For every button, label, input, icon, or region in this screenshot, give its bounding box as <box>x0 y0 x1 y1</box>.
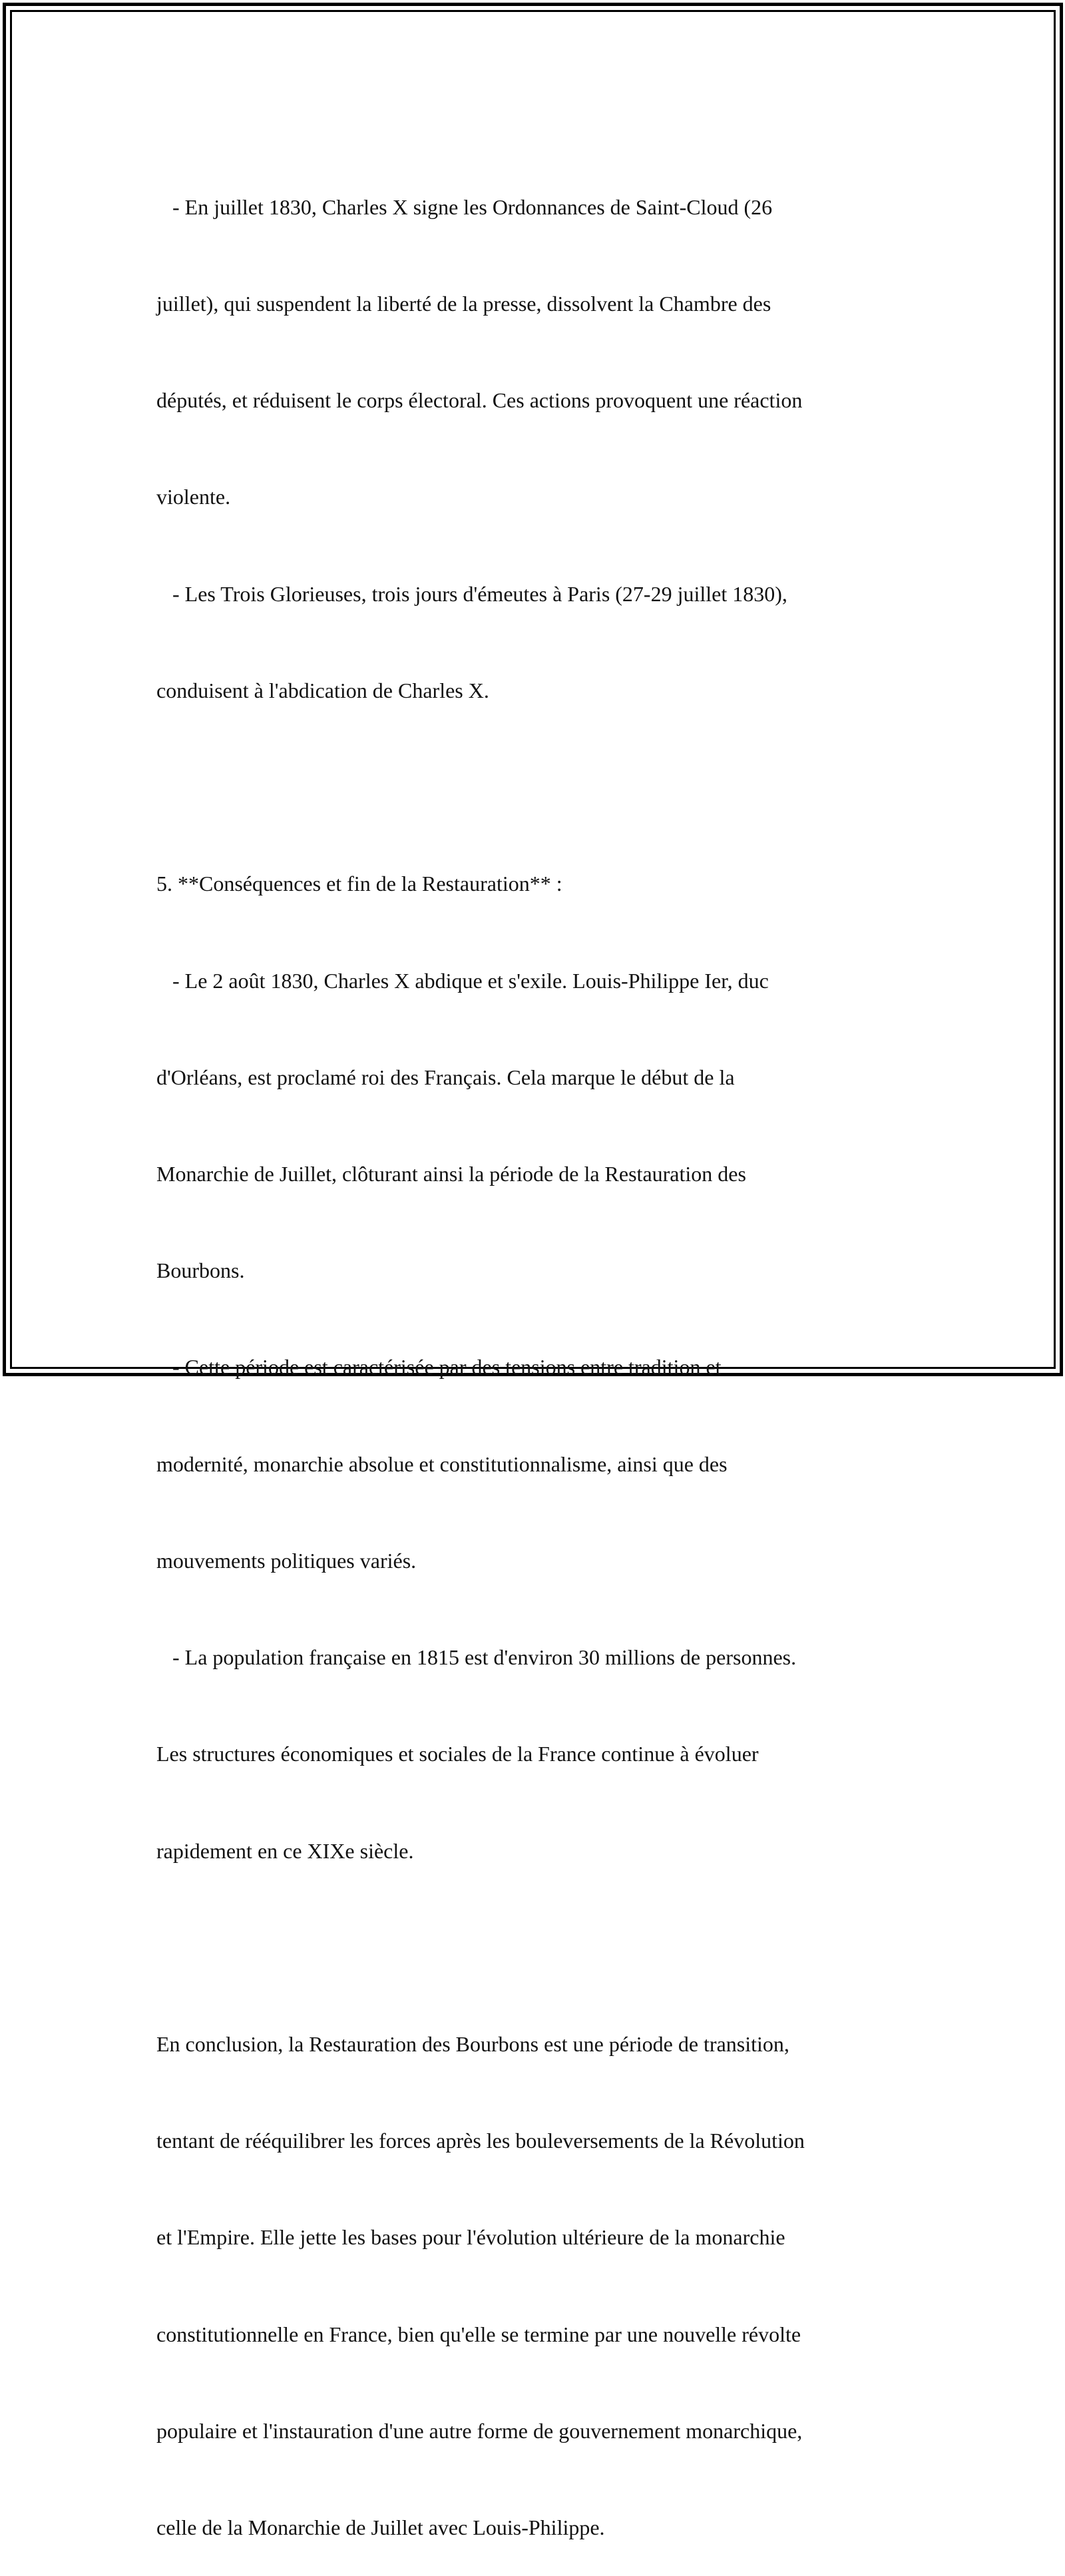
text-line: celle de la Monarchie de Juillet avec Louis-Philippe. <box>156 2515 605 2540</box>
text-line: populaire et l'instauration d'une autre forme de gouvernement monarchique, <box>156 2418 803 2443</box>
text-line: d'Orléans, est proclamé roi des Français. Cela marque le début de la <box>156 1065 735 1089</box>
text-line: juillet), qui suspendent la liberté de la presse, dissolvent la Chambre des <box>156 292 771 316</box>
text-line: violente. <box>156 485 231 509</box>
text-line: modernité, monarchie absolue et constitutionnalisme, ainsi que des <box>156 1451 728 1476</box>
text-line: rapidement en ce XIXe siècle. <box>156 1838 414 1863</box>
paragraph-spacer <box>156 771 915 803</box>
paragraph-spacer <box>156 1932 915 1963</box>
text-line: constitutionnelle en France, bien qu'elle se termine par une nouvelle révolte <box>156 2322 801 2346</box>
text-line: Monarchie de Juillet, clôturant ainsi la période de la Restauration des <box>156 1161 746 1186</box>
text-line: - Cette période est caractérisée par des tensions entre tradition et <box>156 1355 722 1380</box>
text-line: conduisent à l'abdication de Charles X. <box>156 678 489 702</box>
text-line: mouvements politiques variés. <box>156 1548 417 1573</box>
document-body <box>156 127 915 2576</box>
text-line: députés, et réduisent le corps électoral. Ces actions provoquent une réaction <box>156 388 803 413</box>
text-line: Les structures économiques et sociales de la France continue à évoluer <box>156 1742 759 1766</box>
text-line: - Le 2 août 1830, Charles X abdique et s'exile. Louis-Philippe Ier, duc <box>156 968 769 993</box>
text-line: Bourbons. <box>156 1258 245 1283</box>
text-line: et l'Empire. Elle jette les bases pour l'évolution ultérieure de la monarchie <box>156 2225 785 2250</box>
text-line: En conclusion, la Restauration des Bourbons est une période de transition, <box>156 2031 789 2056</box>
text-line: - La population française en 1815 est d'environ 30 millions de personnes. <box>156 1645 797 1670</box>
text-line: - Les Trois Glorieuses, trois jours d'émeutes à Paris (27-29 juillet 1830), <box>156 581 787 606</box>
section-heading: 5. **Conséquences et fin de la Restauration** : <box>156 872 562 896</box>
text-line: tentant de rééquilibrer les forces après les bouleversements de la Révolution <box>156 2129 805 2153</box>
text-line: - En juillet 1830, Charles X signe les Ordonnances de Saint-Cloud (26 <box>156 194 773 219</box>
